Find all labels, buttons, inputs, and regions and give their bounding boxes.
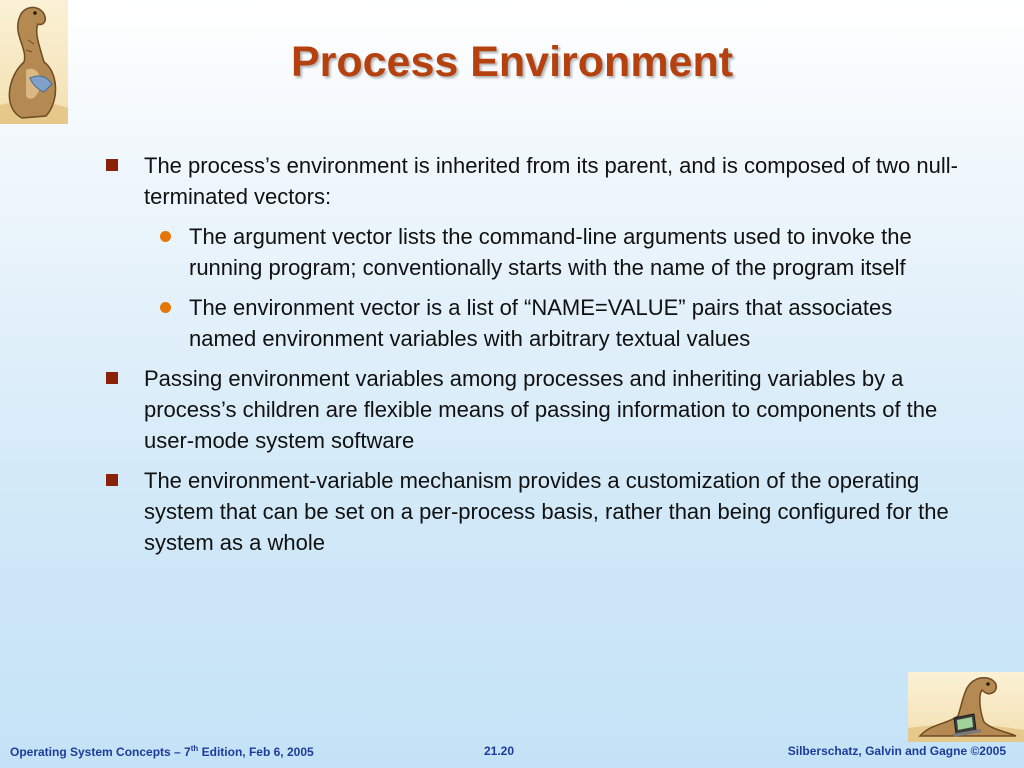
- square-bullet-icon: [106, 372, 118, 384]
- square-bullet-icon: [106, 474, 118, 486]
- square-bullet-icon: [106, 159, 118, 171]
- bullet-text: The environment-variable mechanism provides a customization of the operating system that can be set on a per-process basis, rather than being configured for the system as a whole: [144, 468, 949, 555]
- footer-copyright: Silberschatz, Galvin and Gagne ©2005: [787, 744, 1006, 758]
- bullet-item: [104, 150, 964, 212]
- sub-bullet-text: The argument vector lists the command-line arguments used to invoke the running program; conventionally starts with the name of the program itself: [189, 224, 912, 280]
- bullet-text: Passing environment variables among processes and inheriting variables by a process’s children are flexible means of passing information to components of the user-mode system software: [144, 366, 938, 453]
- footer-page-number: 21.20: [484, 744, 515, 758]
- bullet-item: [104, 465, 964, 558]
- slide-title: Process Environment: [290, 38, 734, 86]
- sub-bullet-text: The environment vector is a list of “NAME=VALUE” pairs that associates named environment variables with arbitrary textual values: [189, 295, 893, 351]
- slide-body: [104, 150, 964, 567]
- dot-bullet-icon: [160, 231, 171, 242]
- bullet-item: [104, 363, 964, 456]
- sub-bullet-item: [104, 292, 964, 354]
- sub-bullet-item: [104, 221, 964, 283]
- footer-course-title: Operating System Concepts – 7th Edition, Feb 6, 2005: [10, 744, 314, 759]
- dot-bullet-icon: [160, 302, 171, 313]
- dinosaur-laptop-icon: [908, 672, 1024, 742]
- bullet-text: The process’s environment is inherited from its parent, and is composed of two null-terminated vectors:: [144, 153, 958, 209]
